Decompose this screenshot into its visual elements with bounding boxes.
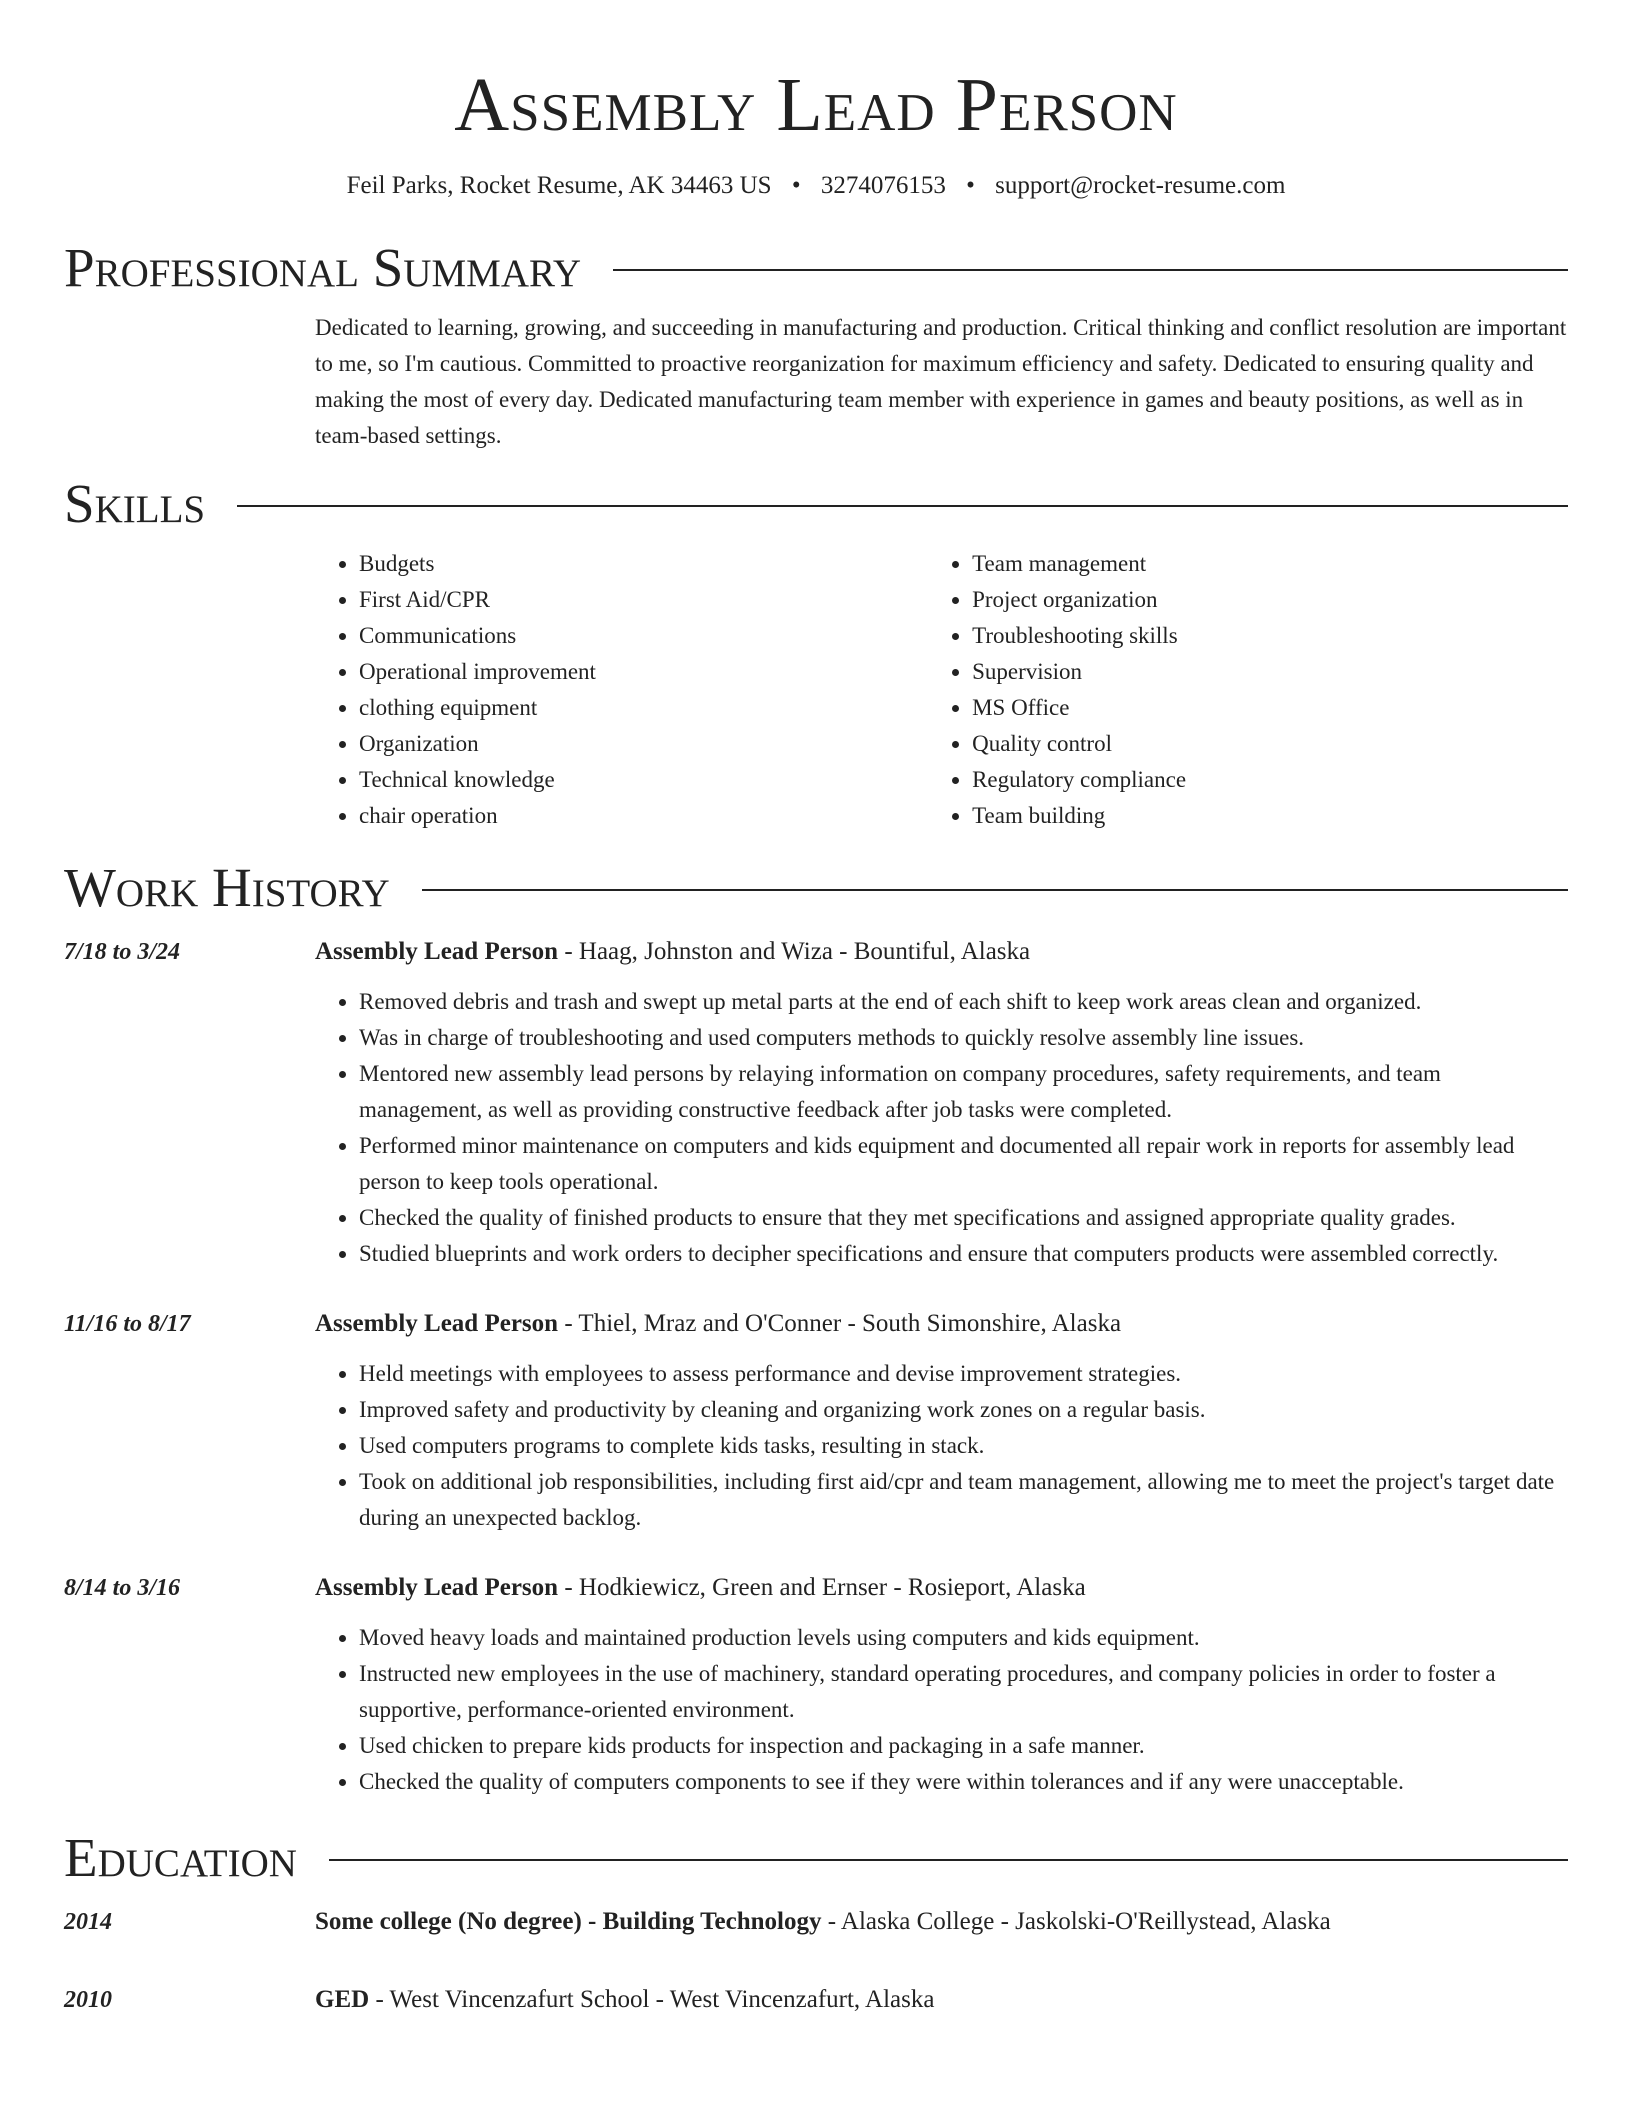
skills-column-right bbox=[928, 546, 1568, 834]
education-school: - West Vincenzafurt School - West Vincenzafurt, Alaska bbox=[369, 1986, 935, 2013]
skill-item: • Quality control bbox=[972, 726, 1568, 762]
education-degree: GED bbox=[315, 1986, 370, 2013]
education-date: 2010 bbox=[64, 1987, 112, 2013]
skills-list bbox=[315, 546, 1568, 834]
job-heading bbox=[315, 1570, 1568, 1606]
job-employer: - Haag, Johnston and Wiza - Bountiful, Alaska bbox=[558, 938, 1031, 965]
section-title-skills: Skills bbox=[64, 473, 206, 534]
job-employer: - Hodkiewicz, Green and Ernser - Rosieport, Alaska bbox=[558, 1574, 1086, 1601]
job-entry bbox=[64, 934, 1568, 1272]
education-body bbox=[315, 1904, 1568, 1940]
section-divider bbox=[422, 889, 1568, 891]
skills-section-header bbox=[64, 472, 1568, 536]
section-divider bbox=[237, 505, 1568, 507]
education-body bbox=[315, 1982, 1568, 2018]
skill-item: • Communications bbox=[359, 618, 928, 654]
job-bullets bbox=[315, 1356, 1568, 1536]
skill-item: • Budgets bbox=[359, 546, 928, 582]
summary-section-header bbox=[64, 236, 1568, 300]
job-entry bbox=[64, 1306, 1568, 1536]
job-date: 7/18 to 3/24 bbox=[64, 939, 181, 965]
skill-item: • Regulatory compliance bbox=[972, 762, 1568, 798]
skill-item: • clothing equipment bbox=[359, 690, 928, 726]
education-section-header bbox=[64, 1826, 1568, 1890]
section-divider bbox=[329, 1859, 1568, 1861]
job-bullet: • Held meetings with employees to assess performance and devise improvement strategies. bbox=[359, 1356, 1568, 1392]
resume-page bbox=[64, 0, 1568, 2018]
section-divider bbox=[613, 269, 1568, 271]
job-bullet: • Was in charge of troubleshooting and used computers methods to quickly resolve assembly line issues. bbox=[359, 1020, 1568, 1056]
job-bullet: • Performed minor maintenance on computers and kids equipment and documented all repair work in reports for assembly lead person to keep tools operational. bbox=[359, 1128, 1568, 1200]
skill-item: • Supervision bbox=[972, 654, 1568, 690]
job-employer: - Thiel, Mraz and O'Conner - South Simonshire, Alaska bbox=[558, 1310, 1122, 1337]
skill-item: • First Aid/CPR bbox=[359, 582, 928, 618]
job-role: Assembly Lead Person bbox=[315, 1574, 559, 1601]
education-list bbox=[64, 1904, 1568, 2018]
skill-item: • Team management bbox=[972, 546, 1568, 582]
contact-separator: • bbox=[791, 172, 801, 199]
education-date: 2014 bbox=[64, 1909, 112, 1935]
job-bullet: • Used computers programs to complete kids tasks, resulting in stack. bbox=[359, 1428, 1568, 1464]
job-heading bbox=[315, 1306, 1568, 1342]
job-bullet: • Used chicken to prepare kids products for inspection and packaging in a safe manner. bbox=[359, 1728, 1568, 1764]
job-bullet: • Studied blueprints and work orders to decipher specifications and ensure that computers products were assembled correctly. bbox=[359, 1236, 1568, 1272]
education-heading bbox=[315, 1904, 1568, 1940]
job-bullets bbox=[315, 1620, 1568, 1800]
job-bullet: • Moved heavy loads and maintained production levels using computers and kids equipment. bbox=[359, 1620, 1568, 1656]
skill-item: • Organization bbox=[359, 726, 928, 762]
skill-item: • Technical knowledge bbox=[359, 762, 928, 798]
skill-item: • Team building bbox=[972, 798, 1568, 834]
job-bullet: • Checked the quality of computers components to see if they were within tolerances and if any were unacceptable. bbox=[359, 1764, 1568, 1800]
job-role: Assembly Lead Person bbox=[315, 1310, 559, 1337]
education-entry bbox=[64, 1982, 1568, 2018]
contact-email: support@rocket-resume.com bbox=[995, 172, 1286, 199]
work-history-list bbox=[64, 934, 1568, 1800]
candidate-name: Assembly Lead Person bbox=[454, 63, 1178, 147]
skill-item: • Project organization bbox=[972, 582, 1568, 618]
job-bullets bbox=[315, 984, 1568, 1272]
education-degree: Some college (No degree) - Building Technology bbox=[315, 1908, 822, 1935]
job-bullet: • Removed debris and trash and swept up metal parts at the end of each shift to keep work areas clean and organized. bbox=[359, 984, 1568, 1020]
summary-text: Dedicated to learning, growing, and succeeding in manufacturing and production. Critical thinking and conflict resolution are important to me, so I'm cautious. Committed to proactive reorganization for maximum efficiency and safety. Dedicated to ensuring quality and making the most of every day. Dedicated manufacturing team member with experience in games and beauty positions, as well as in team-based settings. bbox=[315, 315, 1567, 448]
skill-item: • Operational improvement bbox=[359, 654, 928, 690]
job-body bbox=[315, 934, 1568, 1272]
section-title-work: Work History bbox=[64, 857, 390, 918]
job-body bbox=[315, 1570, 1568, 1800]
work-section-header bbox=[64, 856, 1568, 920]
skill-item: • chair operation bbox=[359, 798, 928, 834]
skill-item: • Troubleshooting skills bbox=[972, 618, 1568, 654]
contact-separator: • bbox=[966, 172, 975, 199]
education-entry bbox=[64, 1904, 1568, 1940]
skills-column-left bbox=[315, 546, 928, 834]
education-heading bbox=[315, 1982, 1568, 2018]
job-entry bbox=[64, 1570, 1568, 1800]
job-bullet: • Took on additional job responsibilities, including first aid/cpr and team management, allowing me to meet the project's target date during an unexpected backlog. bbox=[359, 1464, 1568, 1536]
job-role: Assembly Lead Person bbox=[315, 938, 559, 965]
contact-phone: 3274076153 bbox=[820, 172, 946, 199]
job-bullet: • Improved safety and productivity by cleaning and organizing work zones on a regular basis. bbox=[359, 1392, 1568, 1428]
job-date: 11/16 to 8/17 bbox=[64, 1311, 191, 1337]
job-body bbox=[315, 1306, 1568, 1536]
section-title-summary: Professional Summary bbox=[64, 237, 582, 298]
education-school: - Alaska College - Jaskolski-O'Reillystead, Alaska bbox=[821, 1908, 1331, 1935]
job-heading bbox=[315, 934, 1568, 970]
section-title-education: Education bbox=[64, 1827, 297, 1888]
job-date: 8/14 to 3/16 bbox=[64, 1575, 181, 1601]
contact-address: Feil Parks, Rocket Resume, AK 34463 US bbox=[346, 172, 772, 199]
contact-line bbox=[64, 170, 1568, 202]
job-bullet: • Mentored new assembly lead persons by relaying information on company procedures, safety requirements, and team management, as well as providing constructive feedback after job tasks were completed. bbox=[359, 1056, 1568, 1128]
job-bullet: • Checked the quality of finished products to ensure that they met specifications and assigned appropriate quality grades. bbox=[359, 1200, 1568, 1236]
job-bullet: • Instructed new employees in the use of machinery, standard operating procedures, and company policies in order to foster a supportive, performance-oriented environment. bbox=[359, 1656, 1568, 1728]
skill-item: • MS Office bbox=[972, 690, 1568, 726]
